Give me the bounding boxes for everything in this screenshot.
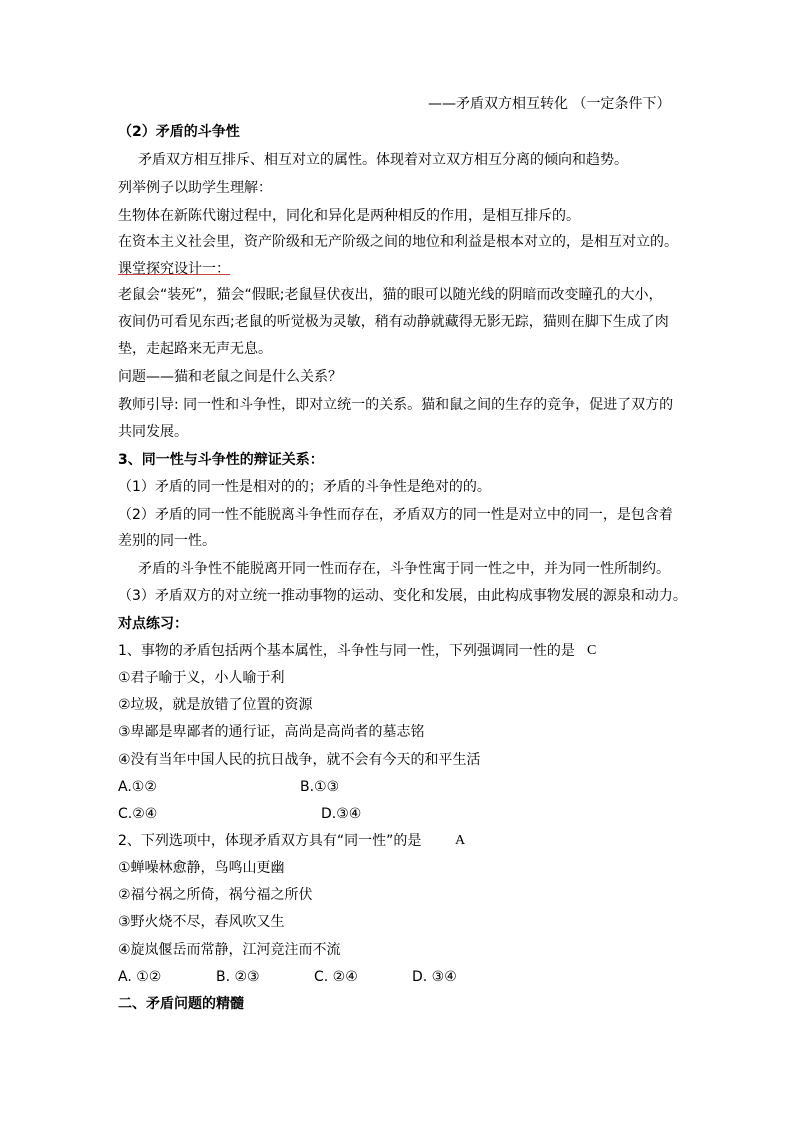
struggle-definition: 矛盾双方相互排斥、相互对立的属性。体现着对立双方相互分离的倾向和趋势。 <box>138 152 628 168</box>
question-1-option-d: D.③④ <box>321 806 362 822</box>
question-2-item-1: ①蝉噪林愈静，鸟鸣山更幽 <box>118 860 285 876</box>
question-2-stem: 2、下列选项中，体现矛盾双方具有“同一性”的是 <box>118 833 422 849</box>
point-2-line-3: 矛盾的斗争性不能脱离开同一性而存在，斗争性寓于同一性之中，并为同一性所制约。 <box>138 561 670 577</box>
teacher-guide-line-1: 教师引导: 同一性和斗争性，即对立统一的关系。猫和鼠之间的生存的竞争，促进了双方的 <box>118 397 674 413</box>
question-line: 问题——猫和老鼠之间是什么关系？ <box>118 369 342 385</box>
examples-intro: 列举例子以助学生理解： <box>118 180 272 196</box>
example-1: 生物体在新陈代谢过程中，同化和异化是两种相反的作用，是相互排斥的。 <box>118 208 580 224</box>
point-2-line-1: （2）矛盾的同一性不能脱离斗争性而存在，矛盾双方的同一性是对立中的同一，是包含着 <box>118 507 673 523</box>
question-2-option-a: A. ①② <box>118 969 162 985</box>
question-1-item-4: ④没有当年中国人民的抗日战争，就不会有今天的和平生活 <box>118 752 481 768</box>
practice-title: 对点练习： <box>118 616 188 632</box>
question-2-option-b: B. ②③ <box>216 969 260 985</box>
question-2-item-3: ③野火烧不尽，春风吹又生 <box>118 914 285 930</box>
question-1-item-3: ③卑鄙是卑鄙者的通行证，高尚是高尚者的墓志铭 <box>118 724 425 740</box>
question-1-stem: 1、事物的矛盾包括两个基本属性，斗争性与同一性，下列强调同一性的是 <box>118 643 575 659</box>
question-1-option-c: C.②④ <box>118 806 158 822</box>
question-2-answer: A <box>455 833 466 848</box>
story-line-2: 夜间仍可看见东西;老鼠的听觉极为灵敏，稍有动静就藏得无影无踪，猫则在脚下生成了肉 <box>118 314 669 330</box>
question-1-item-1: ①君子喻于义，小人喻于利 <box>118 670 285 686</box>
question-1-answer: C <box>587 643 597 658</box>
question-1-option-b: B.①③ <box>300 779 340 795</box>
point-2-line-2: 差别的同一性。 <box>118 533 216 549</box>
story-line-3: 垫，走起路来无声无息。 <box>118 341 272 357</box>
point-1: （1）矛盾的同一性是相对的的；矛盾的斗争性是绝对的的。 <box>118 479 491 495</box>
question-2-option-d: D. ③④ <box>412 969 457 985</box>
teacher-guide-line-2: 共同发展。 <box>118 424 188 440</box>
question-2-item-4: ④旋岚偃岳而常静，江河竞注而不流 <box>118 942 341 958</box>
section-3-title: 3、同一性与斗争性的辩证关系： <box>118 452 324 468</box>
story-line-1: 老鼠会“装死”，猫会“假眠;老鼠昼伏夜出，猫的眼可以随光线的阴暗而改变瞳孔的大小， <box>118 287 663 303</box>
heading-top: ——矛盾双方相互转化 （一定条件下） <box>428 96 671 112</box>
section-2-title: （2）矛盾的斗争性 <box>118 124 240 140</box>
example-2: 在资本主义社会里，资产阶级和无产阶级之间的地位和利益是根本对立的，是相互对立的。 <box>118 234 678 250</box>
question-1-option-a: A.①② <box>118 779 157 795</box>
class-design-title: 课堂探究设计一： <box>118 261 230 277</box>
section-two-title: 二、矛盾问题的精髓 <box>118 996 244 1012</box>
point-3: （3）矛盾双方的对立统一推动事物的运动、变化和发展，由此构成事物发展的源泉和动力。 <box>118 588 687 604</box>
question-2-item-2: ②福兮祸之所倚，祸兮福之所伏 <box>118 887 313 903</box>
question-2-option-c: C. ②④ <box>314 969 358 985</box>
question-1-item-2: ②垃圾，就是放错了位置的资源 <box>118 697 313 713</box>
